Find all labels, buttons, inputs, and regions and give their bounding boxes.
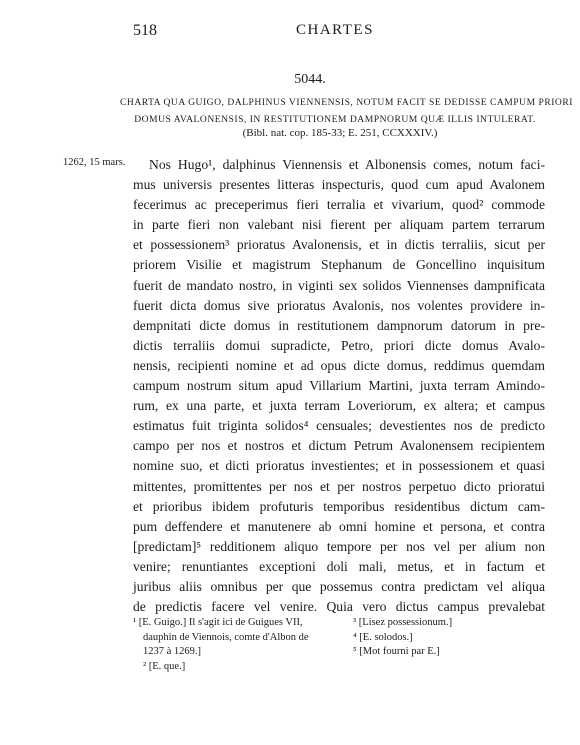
footnotes-right-column — [353, 616, 553, 660]
text-line: dictis terraliis domui supradicte, Petro, priori dicte domus Avalo- — [133, 337, 545, 353]
text-line: juribus aliis omnibus per que possemus contra predictam vel aliqua — [133, 578, 545, 594]
text-line: dempnitati dicte domus in restitutionem dampnorum datorum in pre- — [133, 317, 545, 333]
footnote: ² [E. que.] — [143, 660, 186, 672]
text-line: venire; renuntiantes exceptioni doli mali, metus, et in factum et — [133, 558, 545, 574]
text-line: nomine suo, et dicti prioratus investientes; et in possessionem et quasi — [133, 458, 545, 474]
text-line: mus universis presentes litteras inspecturis, quod cum apud Avalonem — [133, 177, 545, 193]
footnotes-left-column — [133, 616, 348, 674]
footnote: ⁵ [Mot fourni par E.] — [353, 646, 440, 658]
text-line: fecerimus ac preceperimus fieri terralia et vivarium, quod² commode — [133, 197, 545, 213]
footnote: ⁴ [E. solodos.] — [353, 631, 413, 643]
text-line: pum deffendere et manutenere ab omni homine et persona, et contra — [133, 518, 545, 534]
running-title: CHARTES — [296, 22, 374, 38]
text-line: campo per nos et nostros et dictum Petrum Avalonensem recipientem — [133, 438, 545, 454]
rubric-line: CHARTA QUA GUIGO, DALPHINUS VIENNENSIS, NOTUM FACIT SE DEDISSE CAMPUM PRIORI — [120, 97, 573, 108]
text-line: Nos Hugo¹, dalphinus Viennensis et Albonensis comes, notum faci- — [149, 157, 545, 172]
margin-date: 1262, 15 mars. — [63, 157, 126, 168]
text-line: priorem Visilie et magistrum Stephanum de Goncellino inquisitum — [133, 257, 545, 273]
charter-rubric — [120, 94, 573, 128]
text-line: [predictam]⁵ redditionem aliquo tempore per nos vel per alium non — [133, 538, 545, 554]
source-reference: (Bibl. nat. cop. 185-33; E. 251, CCXXXIV.) — [242, 127, 438, 139]
text-line: et prioribus ibidem profuturis temporibus residentibus dictum cam- — [133, 498, 545, 514]
text-line: mittentes, promittentes per nos et per nostros perpetuo dicto prioratui — [133, 478, 545, 494]
text-line: in parte fieri non valebant nisi fierent per aliquam partem terrarum — [133, 217, 545, 233]
page-number: 518 — [133, 22, 157, 39]
text-line: fuerit dicta domus sive prioratus Avalonis, nos volentes providere in- — [133, 297, 545, 313]
text-line: rum, ex una parte, et juxta terram Loveriorum, ex altera; et campus — [133, 398, 545, 414]
text-line: de predictis facere vel venire. Quia vero dictus campus prevalebat — [133, 599, 545, 615]
text-line: fuerit de mandato nostro, in viginti sex solidos Viennenses dampnificata — [133, 277, 545, 293]
footnote: dauphin de Viennois, comte d'Albon de — [143, 631, 309, 643]
footnote: 1237 à 1269.] — [143, 646, 202, 658]
text-line: campum nostrum situm apud Villarium Martini, juxta terram Amindo- — [133, 378, 545, 394]
charter-number: 5044. — [294, 72, 326, 87]
footnote: ³ [Lisez possessionum.] — [353, 617, 453, 628]
text-line: nensis, recipienti nomine et ad opus dicte domus, reddimus quemdam — [133, 357, 545, 373]
text-line: et possessionem³ prioratus Avalonensis, et in dictis terraliis, sicut per — [133, 237, 545, 253]
charter-text — [133, 155, 545, 617]
text-line: estimatus fuit triginta solidos⁴ censuales; devestientes nos de predicto — [133, 418, 545, 434]
rubric-line: DOMUS AVALONENSIS, IN RESTITUTIONEM DAMPNORUM QUÆ ILLIS INTULERAT. — [134, 114, 536, 125]
footnote: ¹ [E. Guigo.] Il s'agit ici de Guigues VII, — [133, 617, 303, 628]
